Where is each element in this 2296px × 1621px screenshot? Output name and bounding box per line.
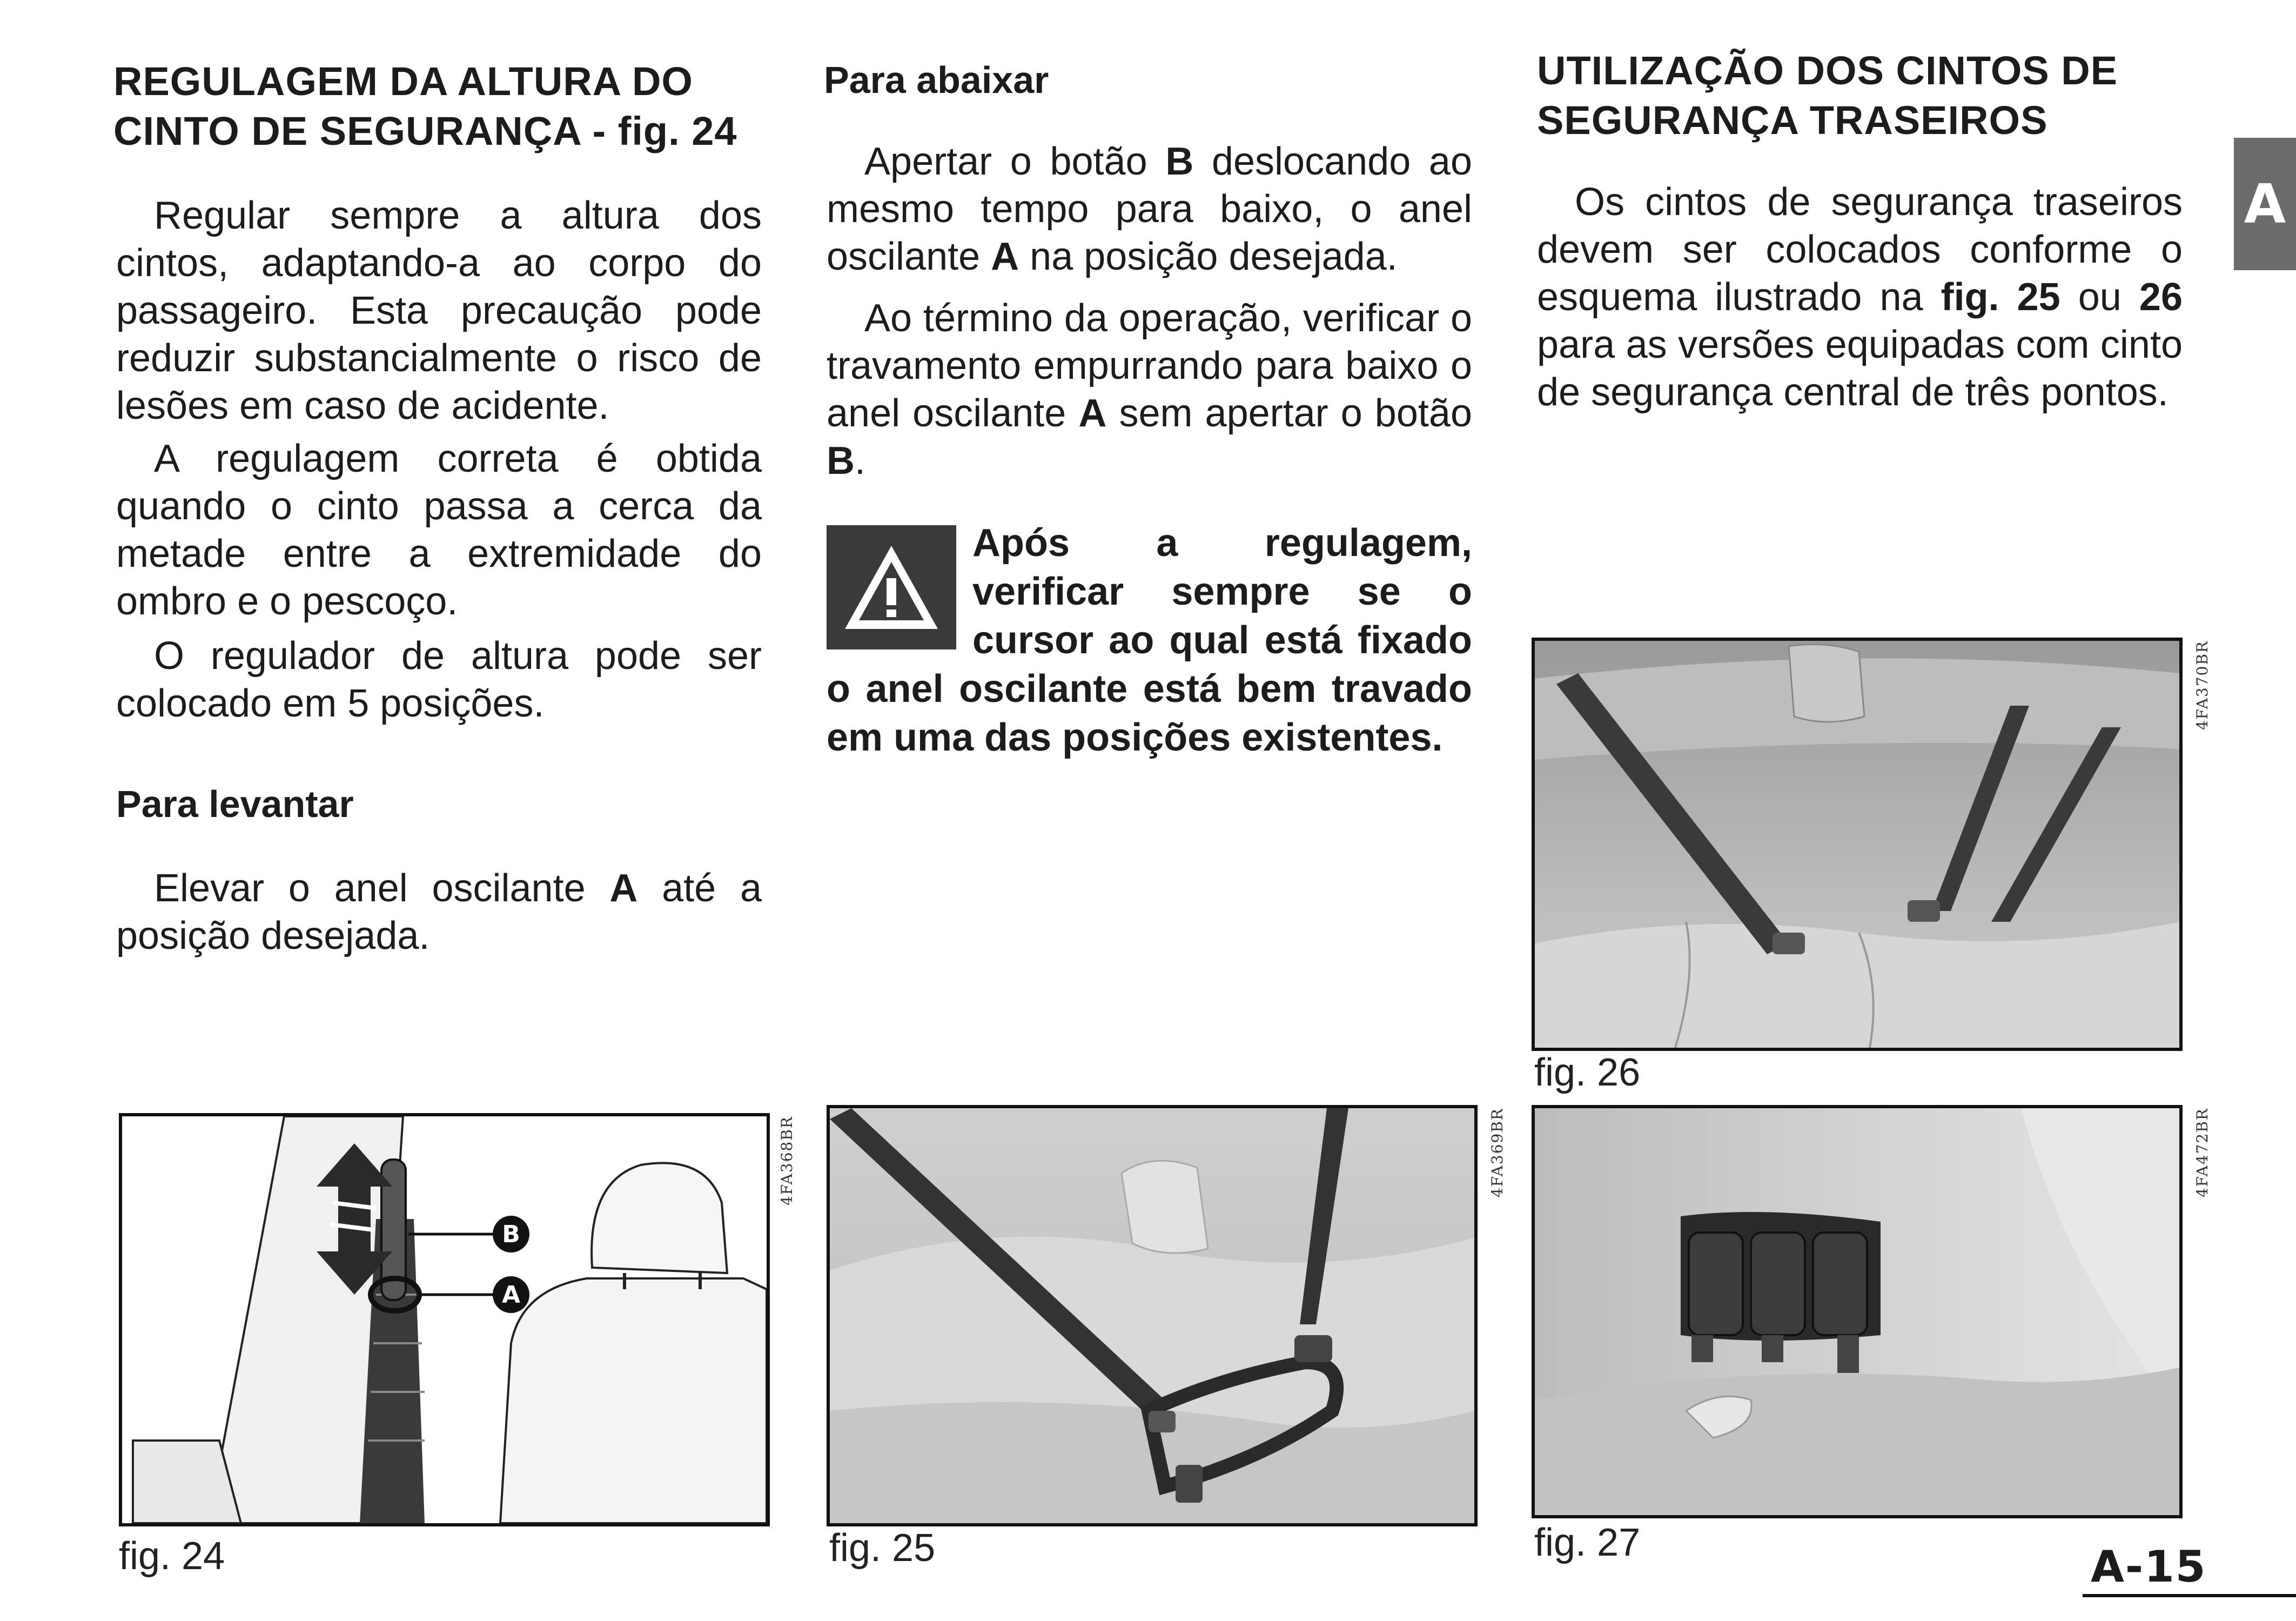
text-segment: para as versões equipadas com cinto de segurança central de três pontos. <box>1537 323 2183 414</box>
figure-code-24: 4FA368BR <box>778 1116 796 1206</box>
text-segment: deslocando ao mesmo tempo para baixo, o anel oscilante <box>827 140 1473 278</box>
figure-25 <box>827 1105 1478 1526</box>
text-segment: até a posição desejada. <box>116 867 762 957</box>
section-heading-cintos-traseiros: UTILIZAÇÃO DOS CINTOS DE SEGURANÇA TRASEIROS <box>1537 48 2118 143</box>
figure-code-25: 4FA369BR <box>1488 1108 1506 1198</box>
paragraph-elevar-anel <box>116 865 762 960</box>
figure-24-illustration <box>122 1116 767 1523</box>
figure-27 <box>1532 1105 2183 1518</box>
bold-fig-26: 26 <box>2139 276 2183 319</box>
caption-fig-24: fig. 24 <box>119 1535 225 1578</box>
figure-code-26: 4FA370BR <box>2193 640 2211 731</box>
subheading-para-abaixar: Para abaixar <box>824 59 1049 101</box>
text-segment: ou <box>2060 276 2139 319</box>
section-tab-letter: A <box>2244 172 2286 236</box>
section-tab <box>2234 138 2296 270</box>
figure-24 <box>119 1113 770 1526</box>
figure-25-illustration <box>830 1108 1474 1523</box>
bold-label-b: B <box>1165 140 1194 183</box>
paragraph-regulagem-correta: A regulagem correta é obtida quando o cinto passa a cerca da metade entre a extremidade do ombro e o pescoço. <box>116 437 762 623</box>
caption-fig-27: fig. 27 <box>1534 1521 1641 1564</box>
figure-26-illustration <box>1535 641 2179 1048</box>
paragraph-regular-altura: Regular sempre a altura dos cintos, adaptando-a ao corpo do passageiro. Esta precaução pode reduzir substancialmente o risco de lesões em caso de acidente. <box>116 194 762 427</box>
bold-label-a: A <box>1078 392 1107 435</box>
warning-block <box>827 519 1472 762</box>
bold-label-b: B <box>827 439 855 483</box>
bold-label-a: A <box>609 867 638 910</box>
bold-fig-25: fig. 25 <box>1941 276 2060 319</box>
text-segment: Ao término da operação, verificar o travamento empurrando para baixo o anel oscilante <box>827 297 1472 435</box>
text-segment: Os cintos de segurança traseiros devem ser colocados conforme o esquema ilustrado na <box>1537 180 2183 319</box>
caption-fig-25: fig. 25 <box>829 1526 936 1570</box>
callout-a: A <box>501 1281 521 1309</box>
callout-b: B <box>502 1221 520 1248</box>
warning-triangle-icon <box>827 525 956 649</box>
text-segment: Elevar o anel oscilante <box>154 867 610 910</box>
subheading-para-levantar: Para levantar <box>116 783 354 825</box>
text-segment: na posição desejada. <box>1019 235 1398 278</box>
paragraph-apertar-botao <box>827 138 1472 280</box>
text-segment: sem apertar o botão <box>1106 392 1472 435</box>
paragraph-cintos-traseiros <box>1537 178 2183 416</box>
section-heading-regulagem: REGULAGEM DA ALTURA DO CINTO DE SEGURANÇA - fig. 24 <box>113 59 737 153</box>
warning-text: Após a regulagem, verificar sempre se o cursor ao qual está fixado o anel oscilante está bem travado em uma das posições existentes. <box>827 521 1472 759</box>
paragraph-regulador-posicoes: O regulador de altura pode ser colocado em 5 posições. <box>116 634 762 725</box>
caption-fig-26: fig. 26 <box>1534 1051 1641 1094</box>
text-segment: . <box>855 439 866 483</box>
bold-label-a: A <box>991 235 1019 278</box>
figure-26 <box>1532 638 2183 1051</box>
paragraph-termino-operacao <box>827 294 1472 485</box>
text-segment: Apertar o botão <box>864 140 1166 183</box>
figure-27-illustration <box>1535 1108 2179 1515</box>
figure-code-27: 4FA472BR <box>2193 1108 2211 1198</box>
page-number: A-15 <box>2091 1542 2207 1592</box>
page-number-rule <box>2083 1594 2296 1597</box>
